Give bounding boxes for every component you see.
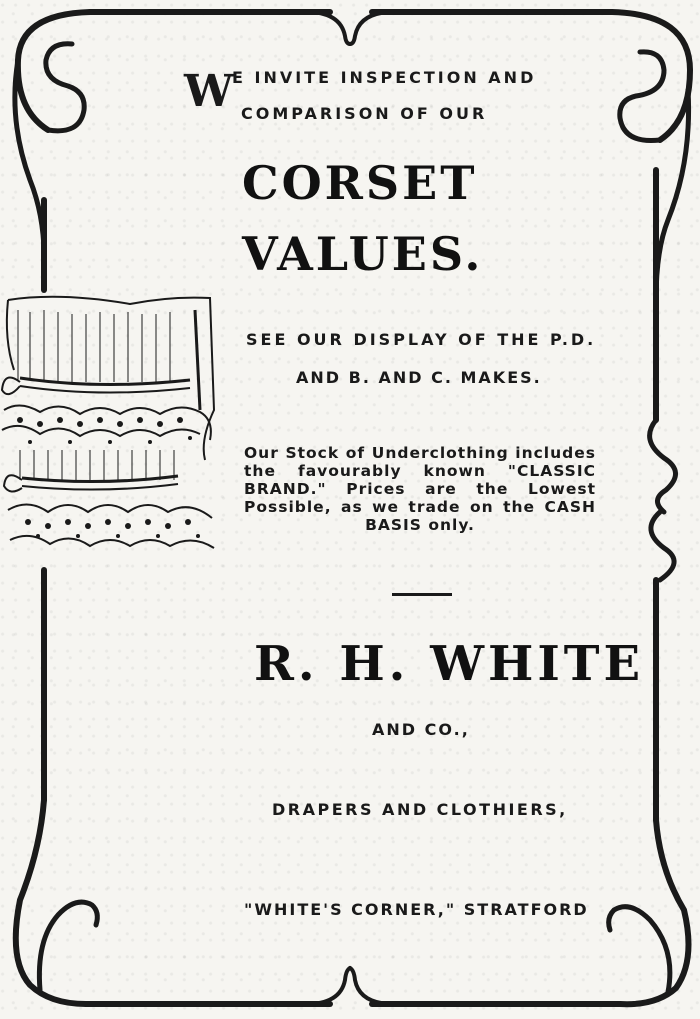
intro-line-2: COMPARISON OF OUR xyxy=(241,104,488,123)
trade-description: DRAPERS AND CLOTHIERS, xyxy=(272,800,568,819)
section-divider xyxy=(392,593,452,596)
drop-cap: W xyxy=(184,66,234,117)
intro-line-1: E INVITE INSPECTION AND xyxy=(232,68,537,87)
address: "WHITE'S CORNER," STRATFORD xyxy=(244,900,589,919)
lace-petticoat-illustration-icon xyxy=(0,290,220,560)
display-line-1: SEE OUR DISPLAY OF THE P.D. xyxy=(246,330,597,349)
headline-corset: CORSET xyxy=(242,156,478,210)
display-line-2: AND B. AND C. MAKES. xyxy=(296,368,542,387)
stock-paragraph: Our Stock of Underclothing includes the favourably known "CLASSIC BRAND." Prices are the Lowest Possible, as we trade on the CASH BASIS only. xyxy=(244,444,596,534)
firm-suffix: AND CO., xyxy=(372,720,470,739)
firm-name: R. H. WHITE xyxy=(254,636,645,692)
headline-values: VALUES. xyxy=(242,227,484,281)
